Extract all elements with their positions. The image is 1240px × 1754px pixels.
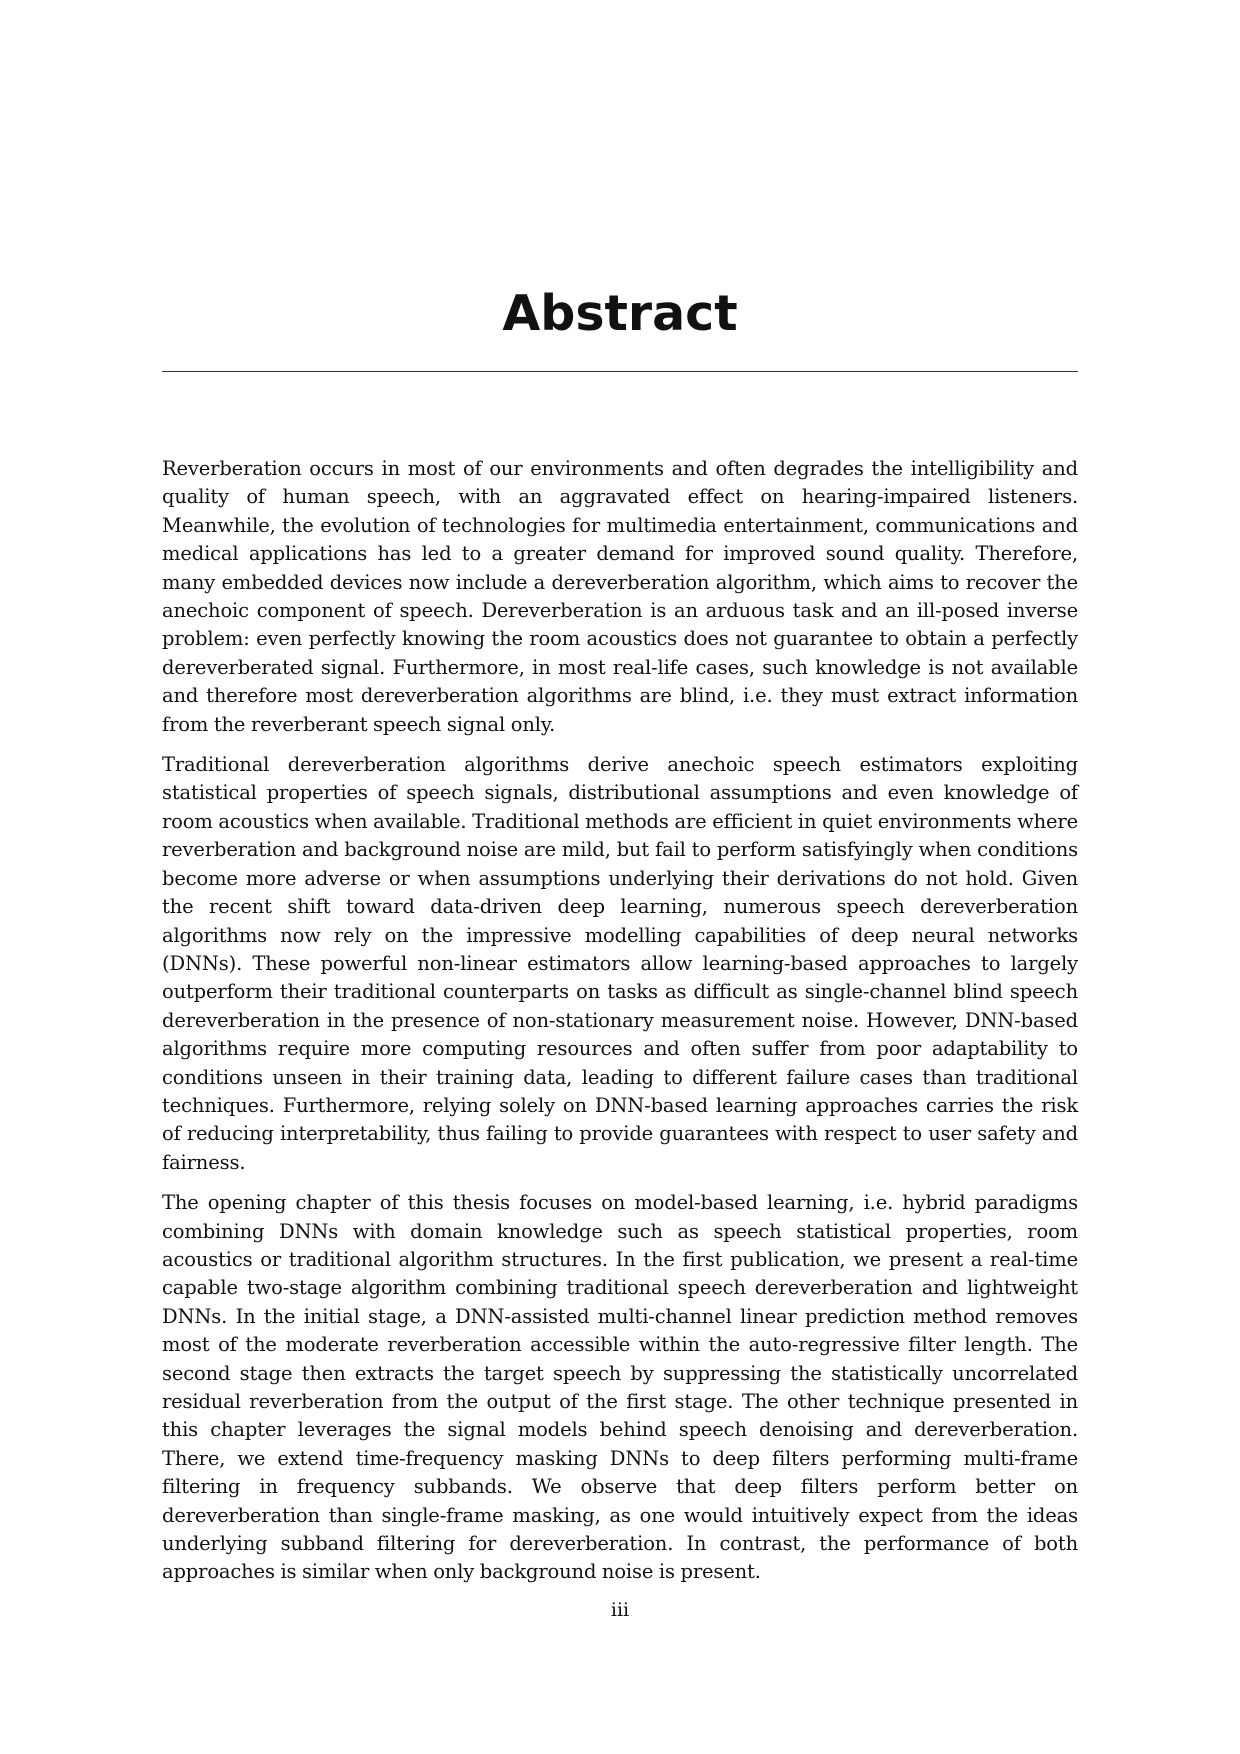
page-title: Abstract <box>502 285 738 342</box>
page-number: iii <box>610 1599 630 1621</box>
abstract-paragraph-3: The opening chapter of this thesis focuses on model-based learning, i.e. hybrid paradigms combining DNNs with domain knowledge such as speech statistical properties, room acoustics or traditional algorithm structures. In the first publication, we present a real-time capable two-stage algorithm combining traditional speech dereverberation and lightweight DNNs. In the initial stage, a DNN-assisted multi-channel linear prediction method removes most of the moderate reverberation accessible within the auto-regressive filter length. The second stage then extracts the target speech by suppressing the statistically uncorrelated residual reverberation from the output of the first stage. The other technique presented in this chapter leverages the signal models behind speech denoising and dereverberation. There, we extend time-frequency masking DNNs to deep filters performing multi-frame filtering in frequency subbands. We observe that deep filters perform better on dereverberation than single-frame masking, as one would intuitively expect from the ideas underlying subband filtering for dereverberation. In contrast, the performance of both approaches is similar when only background noise is present. <box>162 1191 1078 1584</box>
title-rule <box>162 371 1078 372</box>
abstract-body <box>162 455 1078 1599</box>
abstract-paragraph-1: Reverberation occurs in most of our environments and often degrades the intelligibility and quality of human speech, with an aggravated effect on hearing-impaired listeners. Meanwhile, the evolution of technologies for multimedia entertainment, communications and medical applications has led to a greater demand for improved sound quality. Therefore, many embedded devices now include a dereverberation algorithm, which aims to recover the anechoic component of speech. Dereverberation is an arduous task and an ill-posed inverse problem: even perfectly knowing the room acoustics does not guarantee to obtain a perfectly dereverberated signal. Furthermore, in most real-life cases, such knowledge is not available and therefore most dereverberation algorithms are blind, i.e. they must extract information from the reverberant speech signal only. <box>162 457 1078 736</box>
abstract-paragraph-2: Traditional dereverberation algorithms derive anechoic speech estimators exploiting statistical properties of speech signals, distributional assumptions and even knowledge of room acoustics when available. Traditional methods are efficient in quiet environments where reverberation and background noise are mild, but fail to perform satisfyingly when conditions become more adverse or when assumptions underlying their derivations do not hold. Given the recent shift toward data-driven deep learning, numerous speech dereverberation algorithms now rely on the impressive modelling capabilities of deep neural networks (DNNs). These powerful non-linear estimators allow learning-based approaches to largely outperform their traditional counterparts on tasks as difficult as single-channel blind speech dereverberation in the presence of non-stationary measurement noise. However, DNN-based algorithms require more computing resources and often suffer from poor adaptability to conditions unseen in their training data, leading to different failure cases than traditional techniques. Furthermore, relying solely on DNN-based learning approaches carries the risk of reducing interpretability, thus failing to provide guarantees with respect to user safety and fairness. <box>162 753 1078 1174</box>
